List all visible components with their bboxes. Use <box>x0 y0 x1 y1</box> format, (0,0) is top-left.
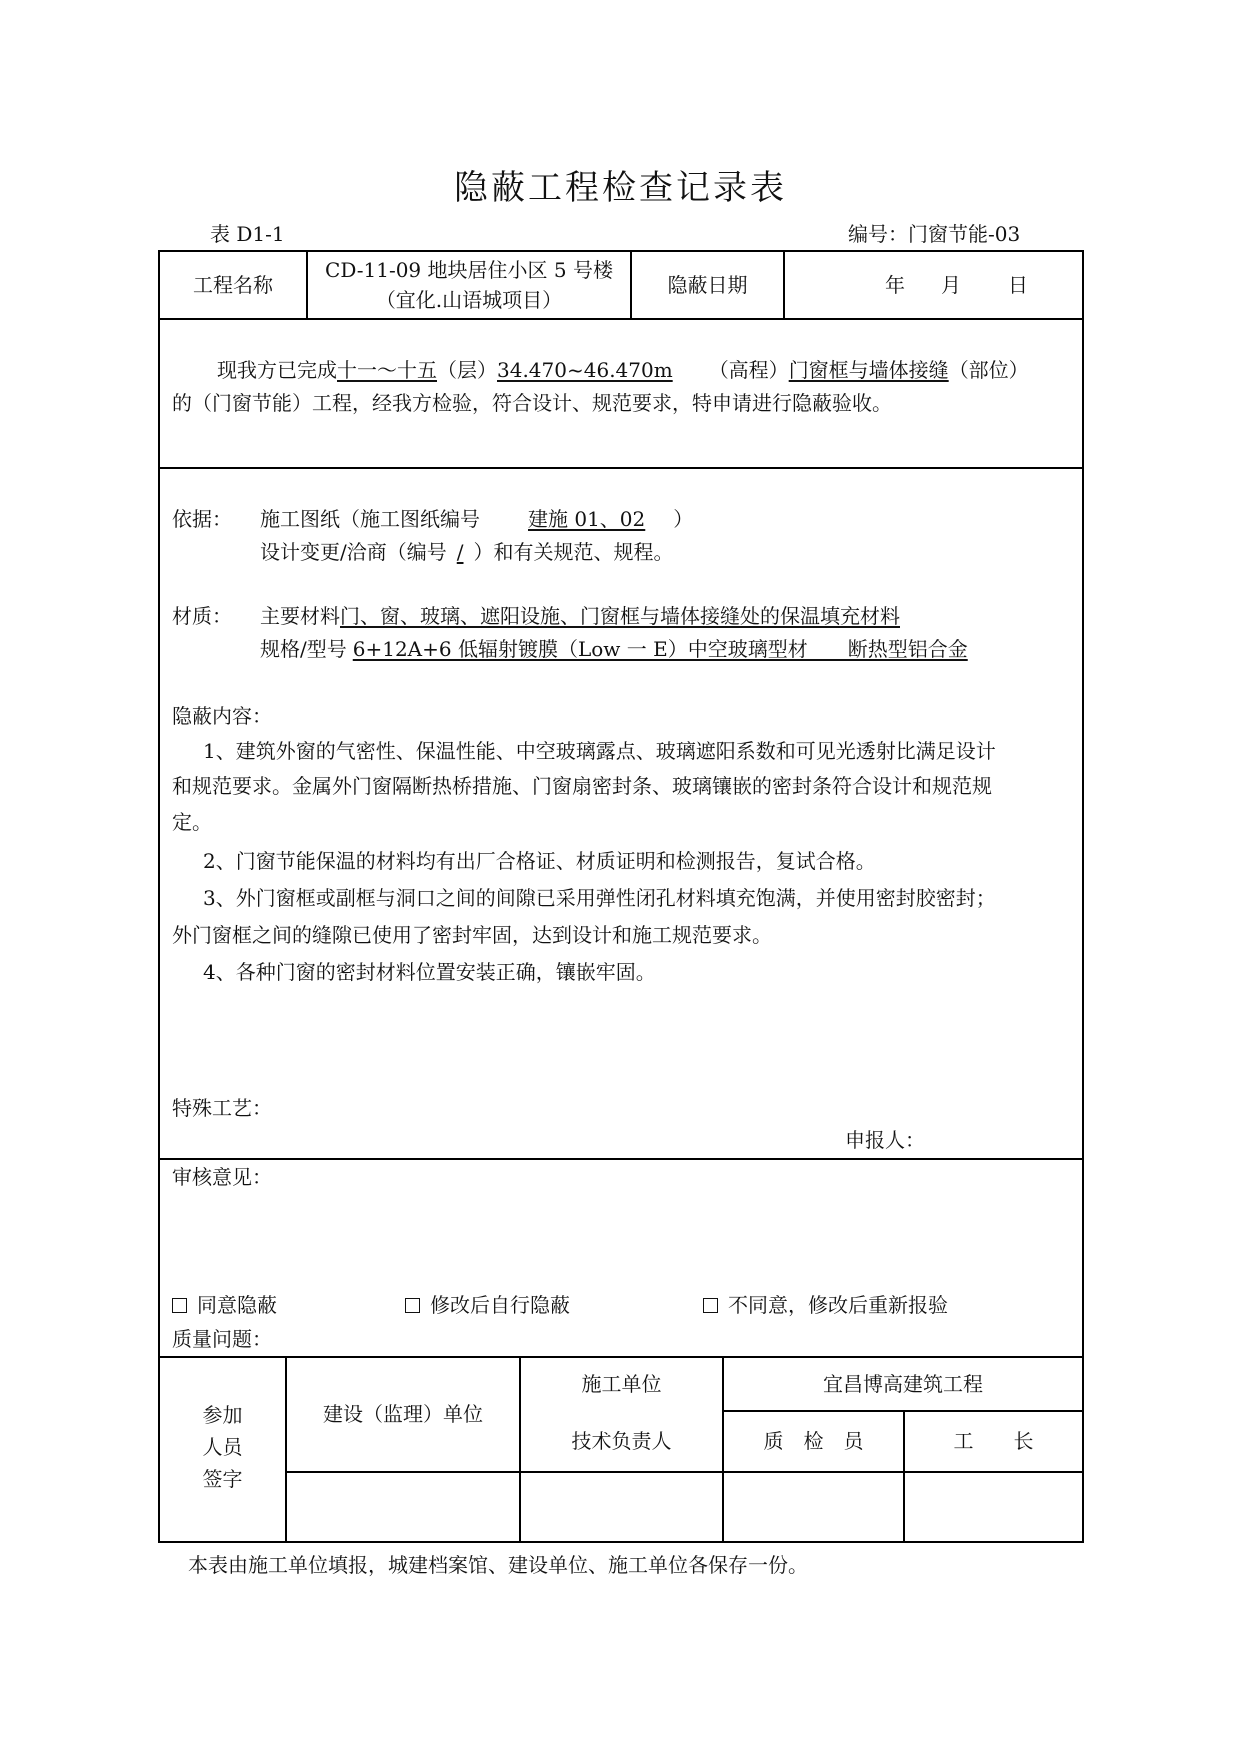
declaration-line2: 的（门窗节能）工程，经我方检验，符合设计、规范要求，特申请进行隐蔽验收。 <box>172 391 892 415</box>
content-line: 2、门窗节能保温的材料均有出厂合格证、材质证明和检测报告，复试合格。 <box>203 849 876 873</box>
project-name-label: 工程名称 <box>193 273 273 297</box>
elevation-value: 34.470~46.470m <box>497 358 673 382</box>
basis-change: 设计变更/洽商（编号 / ）和有关规范、规程。 <box>260 540 674 564</box>
location-value: 门窗框与墙体接缝 <box>788 358 949 382</box>
signature-side-label: 人员 <box>202 1435 243 1459</box>
concealment-date-label: 隐蔽日期 <box>667 273 748 297</box>
tech-lead-label: 技术负责人 <box>571 1429 672 1453</box>
form-number: 表 D1-1 <box>210 222 285 246</box>
material-spec-value: 6+12A+6 低辐射镀膜（Low 一 E）中空玻璃型材 断热型铝合金 <box>352 637 968 661</box>
footer-note: 本表由施工单位填报，城建档案馆、建设单位、施工单位各保存一份。 <box>188 1553 808 1577</box>
content-line: 外门窗框之间的缝隙已使用了密封牢固，达到设计和施工规范要求。 <box>172 923 772 947</box>
inspector-label: 质 检 员 <box>763 1429 864 1453</box>
drawing-number: 建施 01、02 <box>528 507 646 531</box>
floors-value: 十一～十五 <box>337 358 437 382</box>
checkbox-icon[interactable] <box>172 1298 187 1313</box>
owner-unit-label: 建设（监理）单位 <box>323 1402 483 1426</box>
contractor-name: 宜昌博高建筑工程 <box>823 1372 983 1396</box>
content-line: 1、建筑外窗的气密性、保温性能、中空玻璃露点、玻璃遮阳系数和可见光透射比满足设计 <box>203 739 996 763</box>
date-month: 月 <box>941 273 961 297</box>
page-title: 隐蔽工程检查记录表 <box>454 168 787 208</box>
signature-side-label: 参加 <box>202 1403 243 1427</box>
review-label: 审核意见： <box>172 1165 272 1189</box>
content-line: 4、各种门窗的密封材料位置安装正确，镶嵌牢固。 <box>203 960 656 984</box>
option-modify-self[interactable]: 修改后自行隐蔽 <box>405 1295 570 1315</box>
content-label: 隐蔽内容： <box>172 704 272 728</box>
applicant-label: 申报人： <box>845 1128 925 1152</box>
material-main: 主要材料门、窗、玻璃、遮阳设施、门窗框与墙体接缝处的保温填充材料 <box>260 604 900 628</box>
project-name-line1: CD-11-09 地块居住小区 5 号楼 <box>325 258 613 282</box>
basis-label: 依据： <box>172 507 232 531</box>
declaration-line1: 现我方已完成十一～十五（层）34.470~46.470m （高程）门窗框与墙体接缝（部位） <box>217 358 1029 382</box>
material-label: 材质： <box>172 604 232 628</box>
date-day: 日 <box>1008 273 1028 297</box>
option-agree[interactable]: 同意隐蔽 <box>172 1295 277 1315</box>
checkbox-icon[interactable] <box>703 1298 718 1313</box>
change-number: / <box>456 540 464 564</box>
date-year: 年 <box>885 273 905 297</box>
content-line: 和规范要求。金属外门窗隔断热桥措施、门窗扇密封条、玻璃镶嵌的密封条符合设计和规范规 <box>172 774 992 798</box>
foreman-label: 工 长 <box>953 1429 1034 1453</box>
option-disagree[interactable]: 不同意，修改后重新报验 <box>703 1295 948 1315</box>
checkbox-icon[interactable] <box>405 1298 420 1313</box>
contractor-label: 施工单位 <box>581 1372 662 1396</box>
material-main-value: 门、窗、玻璃、遮阳设施、门窗框与墙体接缝处的保温填充材料 <box>340 604 900 628</box>
special-process-label: 特殊工艺： <box>172 1096 272 1120</box>
quality-issue-label: 质量问题： <box>172 1327 272 1351</box>
signature-side-label: 签字 <box>202 1467 243 1491</box>
content-line: 定。 <box>172 810 212 834</box>
material-spec: 规格/型号 6+12A+6 低辐射镀膜（Low 一 E）中空玻璃型材 断热型铝合金 <box>260 637 968 661</box>
serial-number: 编号：门窗节能-03 <box>848 222 1021 246</box>
basis-drawings: 施工图纸（施工图纸编号 建施 01、02 ） <box>260 507 694 531</box>
project-name-line2: （宜化.山语城项目） <box>375 288 563 312</box>
content-line: 3、外门窗框或副框与洞口之间的间隙已采用弹性闭孔材料填充饱满，并使用密封胶密封； <box>203 886 996 910</box>
